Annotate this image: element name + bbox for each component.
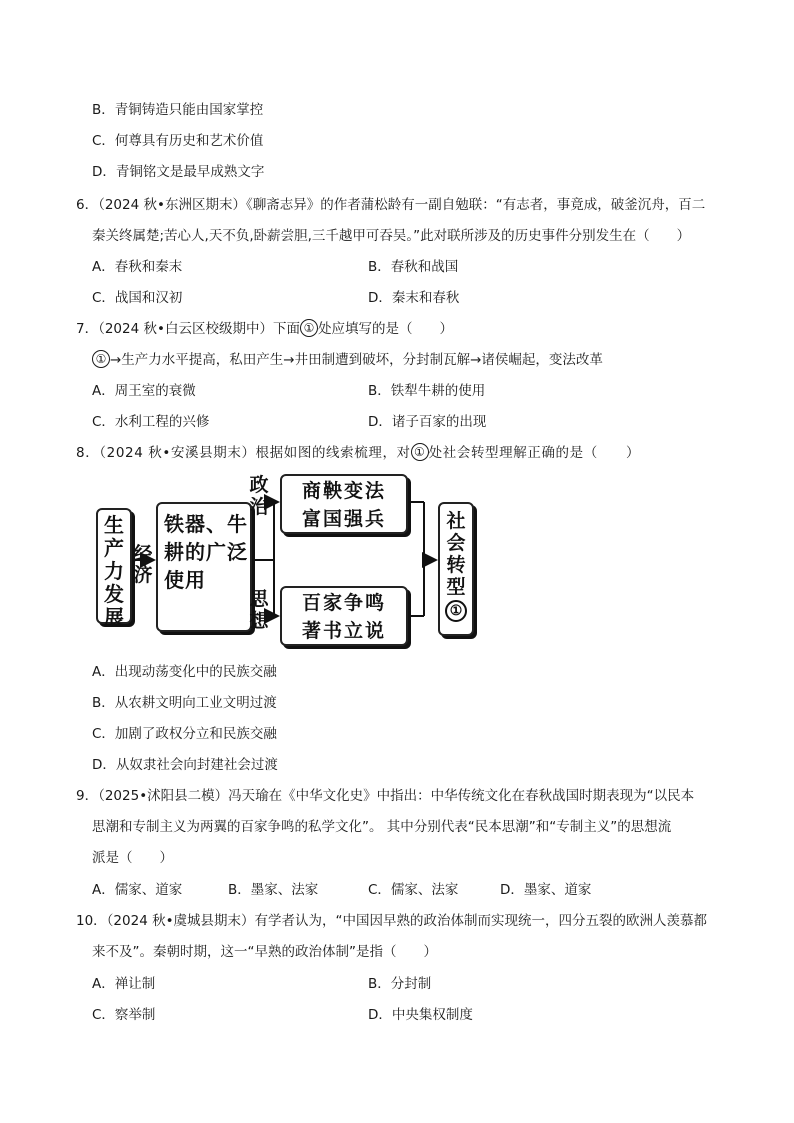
- circled-one-mark: ①: [300, 319, 318, 337]
- q6-stem-line2: 秦关终属楚;苦心人,天不负,卧薪尝胆,三千越甲可吞吴。”此对联所涉及的历史事件分别发生在（ ）: [92, 228, 691, 244]
- q8-stem-post: 处社会转型理解正确的是（ ）: [428, 445, 641, 461]
- q8-option-b: B．从农耕文明向工业文明过渡: [92, 695, 277, 711]
- q5-option-d: D．青铜铭文是最早成熟文字: [92, 164, 265, 180]
- q10-option-d: D．中央集权制度: [368, 1007, 473, 1023]
- q8-option-c: C．加剧了政权分立和民族交融: [92, 726, 277, 742]
- text-iron-ox: 铁器、牛耕的广泛使用: [164, 512, 248, 592]
- q7-stem-line2: [92, 350, 603, 370]
- box-iron-ox: [156, 502, 252, 632]
- label-thought: 思想: [249, 588, 269, 632]
- q6-option-a: A．春秋和秦末: [92, 259, 183, 275]
- circled-one-mark: ①: [411, 443, 429, 461]
- q10-stem-line1: 10．（2024 秋•虞城县期末）有学者认为，“中国因早熟的政治体制而实现统一，四分五裂的欧洲人羡慕都: [76, 913, 708, 929]
- q7-option-a: A．周王室的衰微: [92, 383, 196, 399]
- q6-stem-line1: 6．（2024 秋•东洲区期末）《聊斋志异》的作者蒲松龄有一副自勉联：“有志者，事竟成，破釜沉舟，百二: [76, 197, 706, 213]
- text-reform-line1: 商鞅变法: [301, 480, 386, 502]
- q9-stem-line2: 思潮和专制主义为两翼的百家争鸣的私学文化”。 其中分别代表“民本思潮”和“专制主义”的思想流: [92, 819, 672, 835]
- q8-flow-diagram: [92, 472, 484, 648]
- text-social-transition: 社会转型: [446, 510, 466, 598]
- q9-option-c: C．儒家、法家: [368, 882, 459, 898]
- q10-option-b: B．分封制: [368, 976, 432, 992]
- box-productivity: [96, 508, 132, 629]
- text-productivity: 生产力发展: [104, 513, 124, 629]
- q10-option-c: C．察举制: [92, 1007, 156, 1023]
- q10-option-a: A．禅让制: [92, 976, 156, 992]
- q6-option-b: B．春秋和战国: [368, 259, 459, 275]
- q9-option-d: D．墨家、道家: [500, 882, 592, 898]
- q9-stem-line1: 9．（2025•沭阳县二模）冯天瑜在《中华文化史》中指出：中华传统文化在春秋战国时期表现为“以民本: [76, 788, 695, 804]
- q8-stem-pre: 8．（2024 秋•安溪县期末）根据如图的线索梳理，对: [76, 445, 411, 461]
- label-economy: 经济: [133, 543, 153, 586]
- label-politics: 政治: [249, 474, 269, 518]
- circled-one-mark: ①: [92, 350, 110, 368]
- q6-option-c: C．战国和汉初: [92, 290, 183, 306]
- q8-stem: [76, 443, 640, 463]
- q8-option-d: D．从奴隶社会向封建社会过渡: [92, 757, 278, 773]
- text-schools-line1: 百家争鸣: [301, 592, 386, 614]
- q7-stem-post: 处应填写的是（ ）: [317, 321, 453, 337]
- box-shang-yang-reform: [280, 474, 408, 534]
- q9-option-a: A．儒家、道家: [92, 882, 183, 898]
- text-reform-line2: 富国强兵: [301, 508, 386, 530]
- box-social-transition: [438, 502, 474, 636]
- box-hundred-schools: [280, 586, 408, 646]
- q5-option-b: B．青铜铸造只能由国家掌控: [92, 102, 264, 118]
- circled-one-mark: ①: [445, 600, 467, 622]
- text-schools-line2: 著书立说: [301, 620, 386, 642]
- q5-option-c: C．何尊具有历史和艺术价值: [92, 133, 264, 149]
- q10-stem-line2: 来不及”。秦朝时期，这一“早熟的政治体制”是指（ ）: [92, 944, 437, 960]
- q7-stem-line1: [76, 319, 453, 339]
- q7-option-c: C．水利工程的兴修: [92, 414, 210, 430]
- q7-chain-text: →生产力水平提高，私田产生→井田制遭到破坏，分封制瓦解→诸侯崛起，变法改革: [110, 352, 603, 368]
- q6-option-d: D．秦末和春秋: [368, 290, 460, 306]
- q8-option-a: A．出现动荡变化中的民族交融: [92, 664, 277, 680]
- q7-stem-pre: 7．（2024 秋•白云区校级期中）下面: [76, 321, 300, 337]
- q9-stem-line3: 派是（ ）: [92, 850, 173, 866]
- q7-option-d: D．诸子百家的出现: [368, 414, 487, 430]
- q9-option-b: B．墨家、法家: [228, 882, 319, 898]
- q7-option-b: B．铁犁牛耕的使用: [368, 383, 486, 399]
